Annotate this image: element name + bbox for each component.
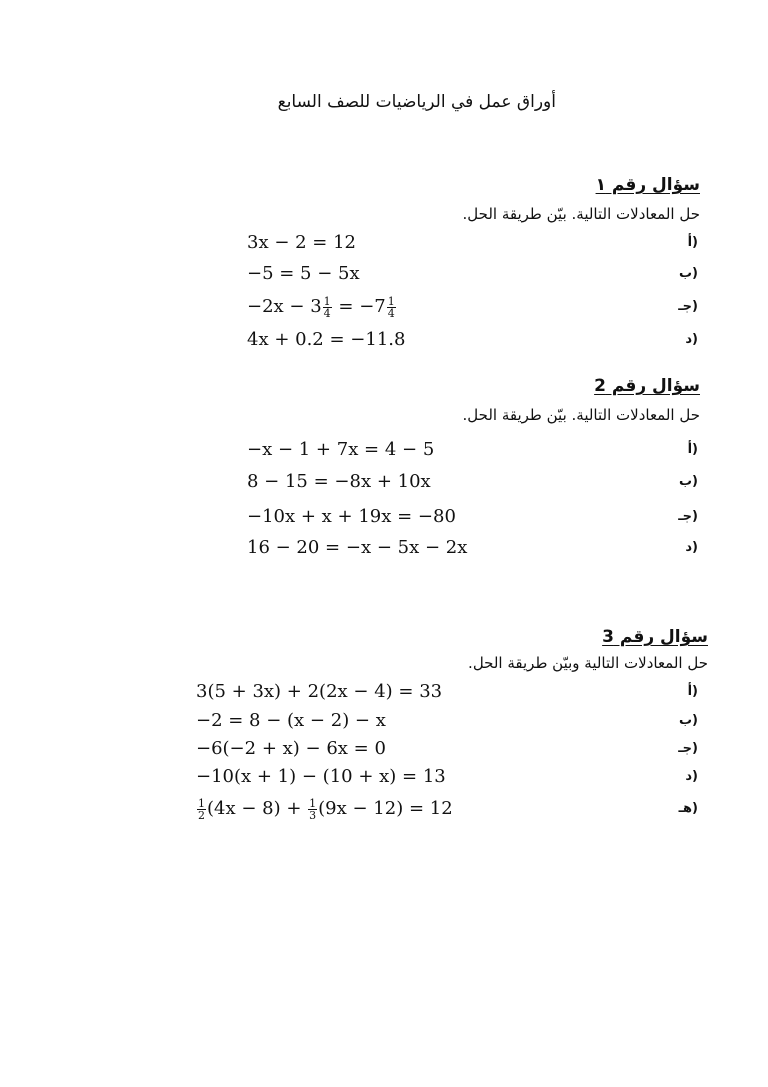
fraction-denominator: 3 <box>309 808 317 822</box>
equation-part: (4x − 8) + <box>207 798 308 819</box>
fraction-numerator: 1 <box>309 796 317 810</box>
equation <box>196 795 453 823</box>
fraction-denominator: 4 <box>323 306 331 320</box>
fraction-numerator: 1 <box>387 294 395 308</box>
item-label: (أ <box>687 235 698 250</box>
item-label: (جـ <box>678 509 698 524</box>
item-label: (هـ <box>678 801 698 816</box>
equation-part: −2x − 3 <box>247 296 322 317</box>
fraction <box>387 296 396 319</box>
item-label: (أ <box>687 442 698 457</box>
question-1-instruction: حل المعادلات التالية. بيّن طريقة الحل. <box>462 205 700 223</box>
question-1-item-b <box>0 260 768 288</box>
question-2-item-d <box>0 534 768 562</box>
question-1-item-c <box>0 293 768 321</box>
equation: 8 − 15 = −8x + 10x <box>247 471 431 492</box>
fraction <box>308 798 317 821</box>
item-label: (جـ <box>678 299 698 314</box>
fraction-numerator: 1 <box>323 294 331 308</box>
equation: −6(−2 + x) − 6x = 0 <box>196 738 386 759</box>
question-3-item-b <box>0 707 768 735</box>
item-label: (د <box>685 332 698 347</box>
fraction-denominator: 2 <box>198 808 205 822</box>
question-2-instruction: حل المعادلات التالية. بيّن طريقة الحل. <box>462 406 700 424</box>
question-2-item-a <box>0 436 768 464</box>
equation: −10x + x + 19x = −80 <box>247 506 456 527</box>
equation <box>247 293 397 321</box>
question-1-item-a <box>0 229 768 257</box>
item-label: (ب <box>678 474 698 489</box>
question-3-instruction: حل المعادلات التالية وبيّن طريقة الحل. <box>468 654 708 672</box>
equation-part: = −7 <box>332 296 386 317</box>
item-label: (ب <box>678 266 698 281</box>
fraction <box>323 296 332 319</box>
equation: 4x + 0.2 = −11.8 <box>247 329 406 350</box>
equation: −2 = 8 − (x − 2) − x <box>196 710 386 731</box>
question-1-title: سؤال رقم ١ <box>595 175 700 195</box>
item-label: (أ <box>687 684 698 699</box>
question-1-item-d <box>0 326 768 354</box>
item-label: (جـ <box>678 741 698 756</box>
fraction <box>197 798 206 821</box>
fraction-denominator: 4 <box>387 306 395 320</box>
question-3-item-e <box>0 795 768 823</box>
question-3-title: سؤال رقم 3 <box>602 627 708 647</box>
fraction-numerator: 1 <box>198 796 205 810</box>
equation: −5 = 5 − 5x <box>247 263 360 284</box>
equation: −x − 1 + 7x = 4 − 5 <box>247 439 435 460</box>
equation: −10(x + 1) − (10 + x) = 13 <box>196 766 446 787</box>
item-label: (د <box>685 540 698 555</box>
page-title: أوراق عمل في الرياضيات للصف السابع <box>277 92 556 112</box>
equation: 16 − 20 = −x − 5x − 2x <box>247 537 468 558</box>
question-3-item-c <box>0 735 768 763</box>
item-label: (د <box>685 769 698 784</box>
equation: 3x − 2 = 12 <box>247 232 357 253</box>
question-2-item-b <box>0 468 768 496</box>
question-3-item-a <box>0 678 768 706</box>
question-2-item-c <box>0 503 768 531</box>
item-label: (ب <box>678 713 698 728</box>
question-3-item-d <box>0 763 768 791</box>
equation-part: (9x − 12) = 12 <box>318 798 453 819</box>
question-2-title: سؤال رقم 2 <box>594 376 700 396</box>
equation: 3(5 + 3x) + 2(2x − 4) = 33 <box>196 681 443 702</box>
